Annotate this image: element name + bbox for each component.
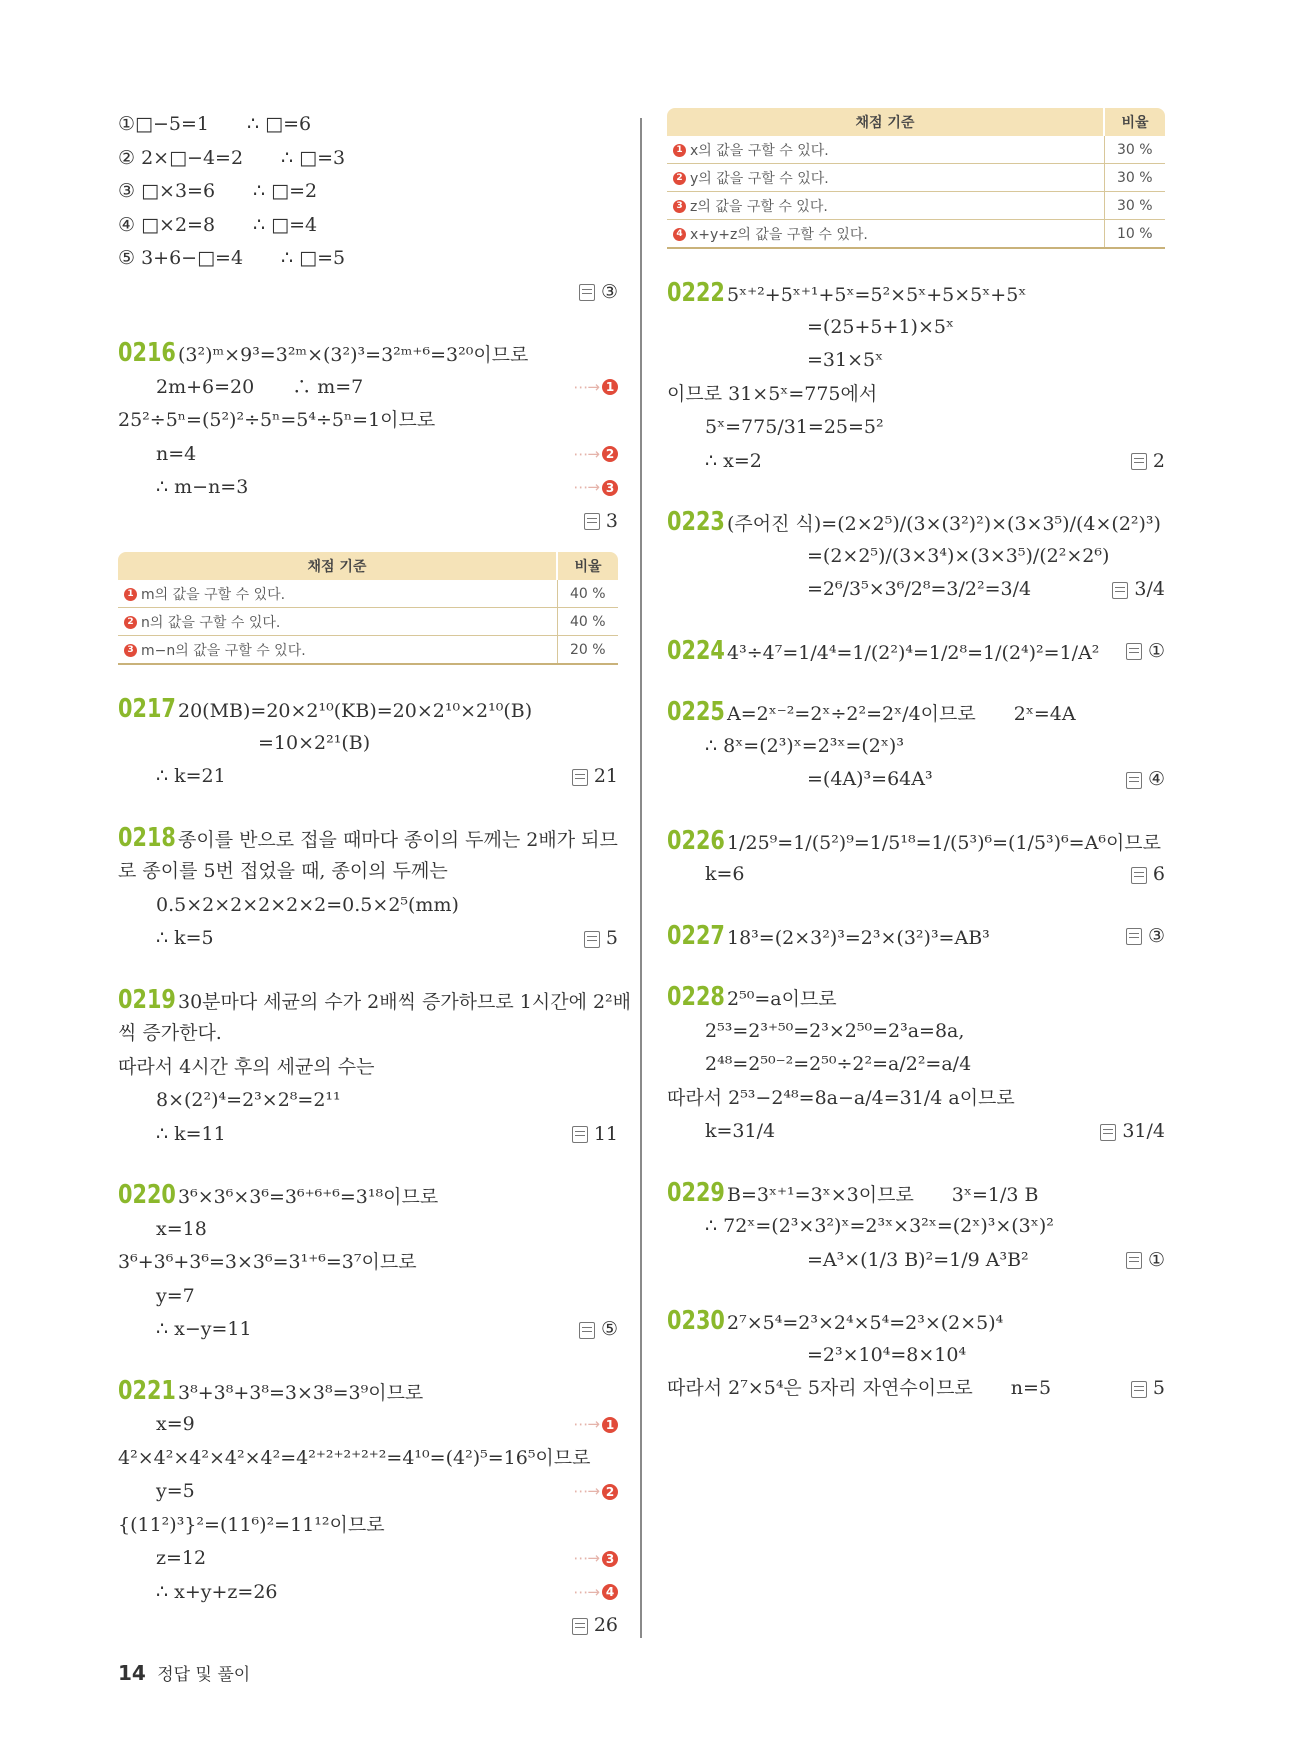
- spacer: [667, 1406, 1165, 1434]
- solution-text: ∴ k=5: [156, 927, 214, 949]
- step-circle: 3: [602, 480, 618, 496]
- rubric-row: [667, 220, 1165, 249]
- solution-line: [118, 1246, 618, 1280]
- solution-text: ∴ m−n=3: [156, 476, 249, 498]
- solution-text: 씩 증가한다.: [118, 1022, 222, 1044]
- spacer: [667, 478, 1165, 506]
- solution-text: ④ □×2=8 ∴ □=4: [118, 213, 318, 236]
- rubric-header-cell: 채점 기준: [667, 108, 1104, 136]
- solution-text: z=12: [156, 1547, 207, 1569]
- solution-line: [118, 404, 618, 438]
- solution-text: (3²)ᵐ×9³=3²ᵐ×(3²)³=3²ᵐ⁺⁶=3²⁰이므로: [178, 344, 529, 366]
- answer-icon: [572, 1618, 588, 1635]
- step-marker: [573, 438, 618, 472]
- step-marker: [573, 1408, 618, 1442]
- step-marker: [573, 371, 618, 405]
- spacer: [118, 1151, 618, 1179]
- solution-line: [118, 108, 618, 142]
- solution-line: [118, 1313, 618, 1347]
- arrow-icon: ⋯→: [573, 1482, 599, 1500]
- answer-icon: [1126, 643, 1142, 660]
- spacer: [667, 249, 1165, 277]
- answer: [572, 760, 618, 794]
- solution-line: [118, 1375, 618, 1409]
- spacer: [667, 1277, 1165, 1305]
- answer: [1112, 573, 1165, 607]
- solution-line: [118, 1179, 618, 1213]
- solution-line: [118, 1017, 618, 1051]
- solution-line: [667, 730, 1165, 764]
- rubric-header-cell: 채점 기준: [118, 552, 557, 580]
- solution-text: =31×5ˣ: [807, 349, 884, 371]
- problem-number: 0222: [667, 278, 725, 308]
- solution-line: [118, 1542, 618, 1576]
- solution-line: [118, 760, 618, 794]
- step-circle: 1: [673, 144, 686, 157]
- solution-line: [118, 693, 618, 727]
- rubric-row: [118, 580, 618, 608]
- answer-value: 2: [1152, 449, 1165, 472]
- problem-0225: [667, 696, 1165, 797]
- solution-line: [118, 1408, 618, 1442]
- step-circle: 4: [673, 228, 686, 241]
- problem-0216: [118, 337, 618, 665]
- solution-line: [667, 1015, 1165, 1049]
- problem-number: 0217: [118, 694, 176, 724]
- problem-0223: [667, 506, 1165, 607]
- answer-value: 21: [593, 765, 618, 787]
- solution-line: [118, 337, 618, 371]
- solution-line: [667, 696, 1165, 730]
- rubric-criterion-text: z의 값을 구할 수 있다.: [690, 198, 828, 215]
- spacer: [667, 1149, 1165, 1177]
- solution-text: {(11²)³}²=(11⁶)²=11¹²이므로: [118, 1513, 385, 1536]
- step-circle: 3: [124, 644, 137, 657]
- step-circle: 2: [124, 616, 137, 629]
- solution-text: 1/25⁹=1/(5²)⁹=1/5¹⁸=1/(5³)⁶=(1/5³)⁶=A⁶이므로: [727, 831, 1162, 854]
- page-footer: [118, 1660, 250, 1685]
- spacer: [118, 538, 618, 552]
- solution-text: 5ˣ⁺²+5ˣ⁺¹+5ˣ=5²×5ˣ+5×5ˣ+5ˣ: [727, 284, 1027, 306]
- solution-text: 8×(2²)⁴=2³×2⁸=2¹¹: [156, 1089, 341, 1111]
- step-circle: 1: [602, 379, 618, 395]
- solution-text: 로 종이를 5번 접었을 때, 종이의 두께는: [118, 860, 448, 882]
- solution-line: [667, 1244, 1165, 1278]
- rubric-header-row: [118, 552, 618, 580]
- solution-line: [118, 1475, 618, 1509]
- step-marker: [573, 1542, 618, 1576]
- solution-line: [667, 573, 1165, 607]
- solution-line: [667, 411, 1165, 445]
- solution-line: [118, 855, 618, 889]
- step-circle: 2: [602, 1484, 618, 1500]
- solution-text: =2⁶/3⁵×3⁶/2⁸=3/2²=3/4: [807, 578, 1032, 600]
- solution-text: k=6: [705, 863, 745, 885]
- solution-text: B=3ˣ⁺¹=3ˣ×3이므로 3ˣ=1/3 B: [727, 1183, 1039, 1206]
- solution-text: A=2ˣ⁻²=2ˣ÷2²=2ˣ/4이므로 2ˣ=4A: [727, 703, 1076, 725]
- solution-line: [667, 540, 1165, 574]
- solution-text: x=18: [156, 1217, 207, 1240]
- page-number: 14: [118, 1661, 146, 1685]
- problem-number: 0226: [667, 825, 725, 856]
- solution-text: 따라서 2⁵³−2⁴⁸=8a−a/4=31/4 a이므로: [667, 1086, 1015, 1109]
- solution-text: ③ □×3=6 ∴ □=2: [118, 180, 318, 202]
- step-circle: 1: [602, 1417, 618, 1433]
- problem-0221: [118, 1375, 618, 1643]
- rubric-header-cell: 비율: [1104, 108, 1165, 136]
- solution-line: [667, 1177, 1165, 1211]
- solution-text: ∴ k=21: [156, 765, 226, 787]
- spacer: [667, 892, 1165, 920]
- step-circle: 2: [673, 172, 686, 185]
- column-divider: [640, 118, 642, 1638]
- solution-line: [118, 142, 618, 176]
- rubric-percent: 40 %: [557, 608, 618, 636]
- arrow-icon: ⋯→: [573, 444, 599, 463]
- rubric-row: [667, 192, 1165, 220]
- answer-value: ⑤: [600, 1318, 618, 1340]
- solution-line: [667, 858, 1165, 892]
- solution-line: [118, 922, 618, 956]
- step-circle: 1: [124, 588, 137, 601]
- solution-line: [118, 1509, 618, 1543]
- step-circle: 3: [673, 200, 686, 213]
- rubric-percent: 30 %: [1104, 164, 1165, 192]
- rubric-row: [667, 136, 1165, 164]
- answer-icon: [572, 1126, 588, 1143]
- solution-text: ∴ x−y=11: [156, 1318, 252, 1340]
- solution-line: [667, 344, 1165, 378]
- problem-0229: [667, 1177, 1165, 1278]
- answer: [572, 1118, 618, 1152]
- rubric-percent: 10 %: [1104, 220, 1165, 249]
- answer-value: ③: [600, 280, 618, 303]
- solution-text: ∴ 8ˣ=(2³)ˣ=2³ˣ=(2ˣ)³: [705, 734, 904, 757]
- problem-number: 0228: [667, 982, 725, 1012]
- solution-line: [118, 242, 618, 276]
- solution-text: 3⁶×3⁶×3⁶=3⁶⁺⁶⁺⁶=3¹⁸이므로: [178, 1186, 439, 1208]
- problem-number: 0220: [118, 1180, 176, 1210]
- solution-line: [667, 1082, 1165, 1116]
- solution-text: =(2×2⁵)/(3×3⁴)×(3×3⁵)/(2²×2⁶): [807, 544, 1110, 567]
- solution-text: ①□−5=1 ∴ □=6: [118, 113, 312, 135]
- solution-line: [118, 1280, 618, 1314]
- answer-value: 3/4: [1134, 578, 1165, 600]
- arrow-icon: ⋯→: [573, 478, 599, 496]
- spacer: [667, 668, 1165, 696]
- answer-icon: [572, 769, 588, 786]
- arrow-icon: ⋯→: [573, 1415, 599, 1433]
- answer: [1126, 1244, 1165, 1278]
- arrow-icon: ⋯→: [573, 1582, 599, 1601]
- arrow-icon: ⋯→: [573, 377, 599, 396]
- problem-0230: [667, 1305, 1165, 1406]
- step-marker: [573, 1576, 618, 1610]
- solution-text: 2⁷×5⁴=2³×2⁴×5⁴=2³×(2×5)⁴: [727, 1312, 1004, 1334]
- answer: [1131, 858, 1165, 892]
- answer-value: ③: [1147, 924, 1165, 947]
- arrow-icon: ⋯→: [573, 1549, 599, 1567]
- answer-value: ①: [1147, 639, 1165, 662]
- spacer: [118, 794, 618, 822]
- problem-number: 0219: [118, 984, 176, 1015]
- answer-value: ④: [1147, 768, 1165, 790]
- rubric-row: [667, 164, 1165, 192]
- solution-text: ⑤ 3+6−□=4 ∴ □=5: [118, 247, 346, 269]
- solution-line: [667, 1210, 1165, 1244]
- rubric-header-cell: 비율: [557, 552, 618, 580]
- solution-line: [667, 825, 1165, 859]
- answer-value: 31/4: [1122, 1120, 1165, 1142]
- solution-text: =(25+5+1)×5ˣ: [807, 315, 954, 338]
- rubric-criterion-text: n의 값을 구할 수 있다.: [141, 614, 281, 631]
- answer-value: 5: [1152, 1377, 1165, 1399]
- solution-line: [118, 175, 618, 209]
- answer-icon: [1112, 582, 1128, 599]
- solution-text: y=5: [156, 1480, 195, 1502]
- answer: [1100, 1115, 1165, 1149]
- solution-line: [118, 889, 618, 923]
- problem-0222: [667, 277, 1165, 478]
- rubric-criterion: [667, 192, 1104, 220]
- solution-text: 0.5×2×2×2×2×2=0.5×2⁵(mm): [156, 893, 459, 916]
- solution-text: 따라서 4시간 후의 세균의 수는: [118, 1055, 375, 1078]
- answer-value: 26: [593, 1614, 618, 1636]
- solution-text: 4³÷4⁷=1/4⁴=1/(2²)⁴=1/2⁸=1/(2⁴)²=1/A²: [727, 641, 1100, 664]
- step-circle: 2: [602, 446, 618, 462]
- answer-line: [118, 1609, 618, 1643]
- rubric-criterion: [118, 608, 557, 636]
- solution-text: 20(MB)=20×2¹⁰(KB)=20×2¹⁰×2¹⁰(B): [178, 700, 533, 722]
- solution-text: 따라서 2⁷×5⁴은 5자리 자연수이므로 n=5: [667, 1377, 1052, 1399]
- problem-number: 0225: [667, 697, 725, 727]
- problem-number: 0227: [667, 920, 725, 951]
- solution-line: [667, 1115, 1165, 1149]
- problem-number: 0218: [118, 822, 176, 853]
- rubric-criterion-text: y의 값을 구할 수 있다.: [690, 170, 829, 187]
- solution-line: [667, 1372, 1165, 1406]
- spacer: [118, 1347, 618, 1375]
- solution-text: k=31/4: [705, 1120, 776, 1142]
- problem-number: 0230: [667, 1306, 725, 1336]
- problem-number: 0229: [667, 1177, 725, 1208]
- rubric-criterion-text: x의 값을 구할 수 있다.: [690, 142, 829, 159]
- answer-icon: [1131, 867, 1147, 884]
- rubric-criterion: [667, 220, 1104, 249]
- answer-icon: [1100, 1124, 1116, 1141]
- solution-line: [667, 1339, 1165, 1373]
- answer: [584, 505, 618, 539]
- rubric-row: [118, 636, 618, 665]
- rubric-percent: 30 %: [1104, 192, 1165, 220]
- page-footer-title: 정답 및 풀이: [157, 1665, 251, 1685]
- solution-text: 2⁵⁰=a이므로: [727, 988, 837, 1010]
- answer-icon: [1131, 1381, 1147, 1398]
- problem-number: 0223: [667, 507, 725, 537]
- rubric-criterion: [118, 580, 557, 608]
- spacer: [667, 953, 1165, 981]
- grading-rubric-table: [118, 552, 618, 665]
- problem-0220: [118, 1179, 618, 1347]
- solution-text: 5ˣ=775/31=25=5²: [705, 416, 884, 438]
- solution-text: ∴ k=11: [156, 1122, 226, 1145]
- rubric-percent: 20 %: [557, 636, 618, 665]
- solution-text: (주어진 식)=(2×2⁵)/(3×(3²)²)×(3×3⁵)/(4×(2²)³): [727, 513, 1161, 535]
- problem-0218: [118, 822, 618, 956]
- solution-line: [667, 920, 1165, 954]
- solution-line: [118, 822, 618, 856]
- answer-icon: [1126, 772, 1142, 789]
- solution-line: [118, 1576, 618, 1610]
- problem-0228: [667, 981, 1165, 1149]
- solution-line: [118, 1213, 618, 1247]
- answer: [1131, 445, 1165, 479]
- solution-line: [667, 763, 1165, 797]
- rubric-criterion-text: x+y+z의 값을 구할 수 있다.: [690, 226, 868, 243]
- rubric-header-row: [667, 108, 1165, 136]
- answer-line: [118, 276, 618, 310]
- answer-value: ①: [1147, 1248, 1165, 1271]
- solution-line: [118, 371, 618, 405]
- solution-text: =10×2²¹(B): [258, 731, 371, 754]
- problem-0224: [667, 635, 1165, 669]
- rubric-criterion-text: m−n의 값을 구할 수 있다.: [141, 642, 306, 659]
- rubric-criterion: [667, 164, 1104, 192]
- step-circle: 4: [602, 1584, 618, 1600]
- spacer: [667, 607, 1165, 635]
- solution-text: 25²÷5ⁿ=(5²)²÷5ⁿ=5⁴÷5ⁿ=1이므로: [118, 409, 436, 431]
- solution-text: 2m+6=20 ∴ m=7: [156, 375, 364, 398]
- grading-rubric-table: [667, 108, 1165, 249]
- solution-line: [118, 209, 618, 243]
- step-circle: 3: [602, 1551, 618, 1567]
- spacer: [667, 797, 1165, 825]
- answer-value: 11: [593, 1122, 618, 1145]
- problem-0219: [118, 984, 632, 1152]
- problem-0227: [667, 920, 1165, 954]
- solution-line: [118, 1084, 618, 1118]
- solution-line: [667, 1048, 1165, 1082]
- answer: [584, 922, 618, 956]
- solution-text: =A³×(1/3 B)²=1/9 A³B²: [807, 1248, 1029, 1271]
- solution-text: ∴ 72ˣ=(2³×3²)ˣ=2³ˣ×3²ˣ=(2ˣ)³×(3ˣ)²: [705, 1215, 1054, 1237]
- solution-text: n=4: [156, 442, 197, 465]
- solution-line: [667, 277, 1165, 311]
- solution-line: [118, 1442, 618, 1476]
- answer-icon: [579, 284, 595, 301]
- solution-text: x=9: [156, 1413, 195, 1435]
- solution-text: 종이를 반으로 접을 때마다 종이의 두께는 2배가 되므: [178, 828, 618, 851]
- answer-icon: [1126, 928, 1142, 945]
- answer: [1131, 1372, 1165, 1406]
- step-marker: [573, 471, 618, 505]
- solution-text: ∴ x=2: [705, 449, 762, 472]
- solution-line: [118, 984, 632, 1018]
- answer-icon: [579, 1322, 595, 1339]
- solution-line: [667, 635, 1165, 669]
- solution-text: y=7: [156, 1284, 195, 1307]
- rubric-row: [118, 608, 618, 636]
- spacer: [118, 309, 618, 337]
- rubric-percent: 30 %: [1104, 136, 1165, 164]
- problem-number: 0224: [667, 635, 725, 666]
- answer-icon: [1131, 453, 1147, 470]
- problem-number: 0216: [118, 338, 176, 368]
- solution-line: [118, 471, 618, 505]
- solution-line: [667, 311, 1165, 345]
- solution-text: 3⁶+3⁶+3⁶=3×3⁶=3¹⁺⁶=3⁷이므로: [118, 1251, 417, 1273]
- solution-text: 4²×4²×4²×4²×4²=4²⁺²⁺²⁺²⁺²=4¹⁰=(4²)⁵=16⁵이므로: [118, 1446, 591, 1469]
- answer-value: 5: [605, 927, 618, 949]
- solution-text: =2³×10⁴=8×10⁴: [807, 1343, 967, 1366]
- spacer: [118, 665, 618, 693]
- solution-text: 2⁵³=2³⁺⁵⁰=2³×2⁵⁰=2³a=8a,: [705, 1019, 965, 1042]
- solution-line: [667, 506, 1165, 540]
- solution-text: 이므로 31×5ˣ=775에서: [667, 382, 878, 405]
- solution-line: [667, 378, 1165, 412]
- solution-text: 3⁸+3⁸+3⁸=3×3⁸=3⁹이므로: [178, 1381, 424, 1404]
- solution-line: [118, 1051, 618, 1085]
- answer-line: [118, 505, 618, 539]
- answer: [1126, 763, 1165, 797]
- right-column: [667, 108, 1165, 1434]
- solution-line: [667, 1305, 1165, 1339]
- answer: [579, 276, 618, 310]
- answer-icon: [584, 513, 600, 530]
- answer: [572, 1609, 618, 1643]
- solution-line: [118, 727, 618, 761]
- solution-text: ∴ x+y+z=26: [156, 1580, 278, 1603]
- left-column: [118, 108, 632, 1671]
- solution-line: [667, 981, 1165, 1015]
- problem-number: 0221: [118, 1375, 176, 1406]
- answer-value: 6: [1152, 863, 1165, 885]
- step-marker: [573, 1475, 618, 1509]
- solution-line: [118, 438, 618, 472]
- rubric-criterion-text: m의 값을 구할 수 있다.: [141, 586, 286, 603]
- rubric-criterion: [667, 136, 1104, 164]
- solution-text: 2⁴⁸=2⁵⁰⁻²=2⁵⁰÷2²=a/2²=a/4: [705, 1053, 972, 1075]
- rubric-percent: 40 %: [557, 580, 618, 608]
- answer: [579, 1313, 618, 1347]
- answer-icon: [1126, 1252, 1142, 1269]
- problem-0217: [118, 693, 618, 794]
- spacer: [118, 956, 618, 984]
- answer-value: 3: [605, 509, 618, 532]
- solution-text: 30분마다 세균의 수가 2배씩 증가하므로 1시간에 2²배: [178, 990, 632, 1013]
- answer: [1126, 920, 1165, 954]
- solution-line: [667, 445, 1165, 479]
- solution-text: =(4A)³=64A³: [807, 768, 933, 790]
- answer: [1126, 635, 1165, 669]
- rubric-criterion: [118, 636, 557, 665]
- solution-text: 18³=(2×3²)³=2³×(3²)³=AB³: [727, 926, 990, 949]
- problem-0215: [118, 108, 618, 309]
- problem-0226: [667, 825, 1165, 892]
- solution-line: [118, 1118, 618, 1152]
- answer-icon: [584, 931, 600, 948]
- solution-text: ② 2×□−4=2 ∴ □=3: [118, 146, 346, 169]
